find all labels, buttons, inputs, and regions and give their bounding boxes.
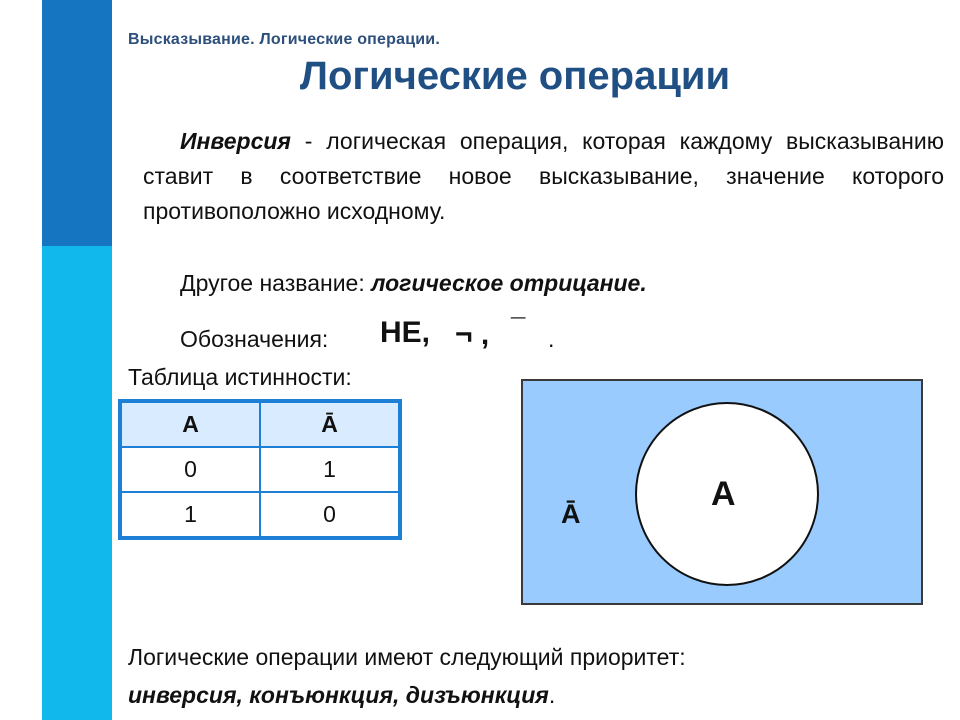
priority-order bbox=[128, 682, 555, 709]
definition-term: Инверсия bbox=[180, 128, 291, 154]
other-name-line bbox=[180, 270, 647, 297]
venn-label-not-a: Ā bbox=[561, 499, 581, 529]
notation-overbar: ¯ bbox=[511, 313, 526, 343]
truth-table bbox=[118, 399, 402, 540]
slide-title: Логические операции bbox=[299, 54, 731, 98]
slide-subtitle: Высказывание. Логические операции. bbox=[128, 31, 440, 48]
other-name-label: Другое название: bbox=[180, 270, 372, 296]
priority-line: Логические операции имеют следующий приоритет: bbox=[128, 644, 686, 670]
notation-not-symbol: ¬ , bbox=[455, 318, 490, 351]
table-row bbox=[120, 447, 400, 492]
table-row bbox=[120, 492, 400, 538]
decor-stripe-light bbox=[42, 246, 112, 720]
priority-order-end: . bbox=[548, 682, 556, 708]
notation-end: . bbox=[548, 326, 555, 352]
table-cell: 0 bbox=[260, 492, 400, 538]
notation-line bbox=[180, 313, 580, 356]
table-cell: 1 bbox=[260, 447, 400, 492]
notation-ne: НЕ, bbox=[380, 316, 431, 349]
truth-table-header-not-a: Ā bbox=[260, 401, 400, 447]
decor-stripe-dark bbox=[42, 0, 112, 246]
table-cell: 1 bbox=[120, 492, 260, 538]
definition-paragraph bbox=[143, 124, 944, 229]
notation-label: Обозначения: bbox=[180, 326, 329, 352]
venn-diagram bbox=[521, 379, 923, 605]
priority-order-text: инверсия, конъюнкция, дизъюнкция bbox=[128, 682, 549, 708]
other-name-value: логическое отрицание. bbox=[371, 270, 647, 296]
venn-label-a: A bbox=[711, 475, 736, 513]
truth-table-header-a: A bbox=[120, 401, 260, 447]
definition-text: - логическая операция, которая каждому высказыванию ставит в соответствие новое высказывание, значение которого противоположно исходному. bbox=[143, 128, 944, 224]
truth-table-header-row bbox=[120, 401, 400, 447]
truth-table-label: Таблица истинности: bbox=[128, 364, 352, 390]
table-cell: 0 bbox=[120, 447, 260, 492]
